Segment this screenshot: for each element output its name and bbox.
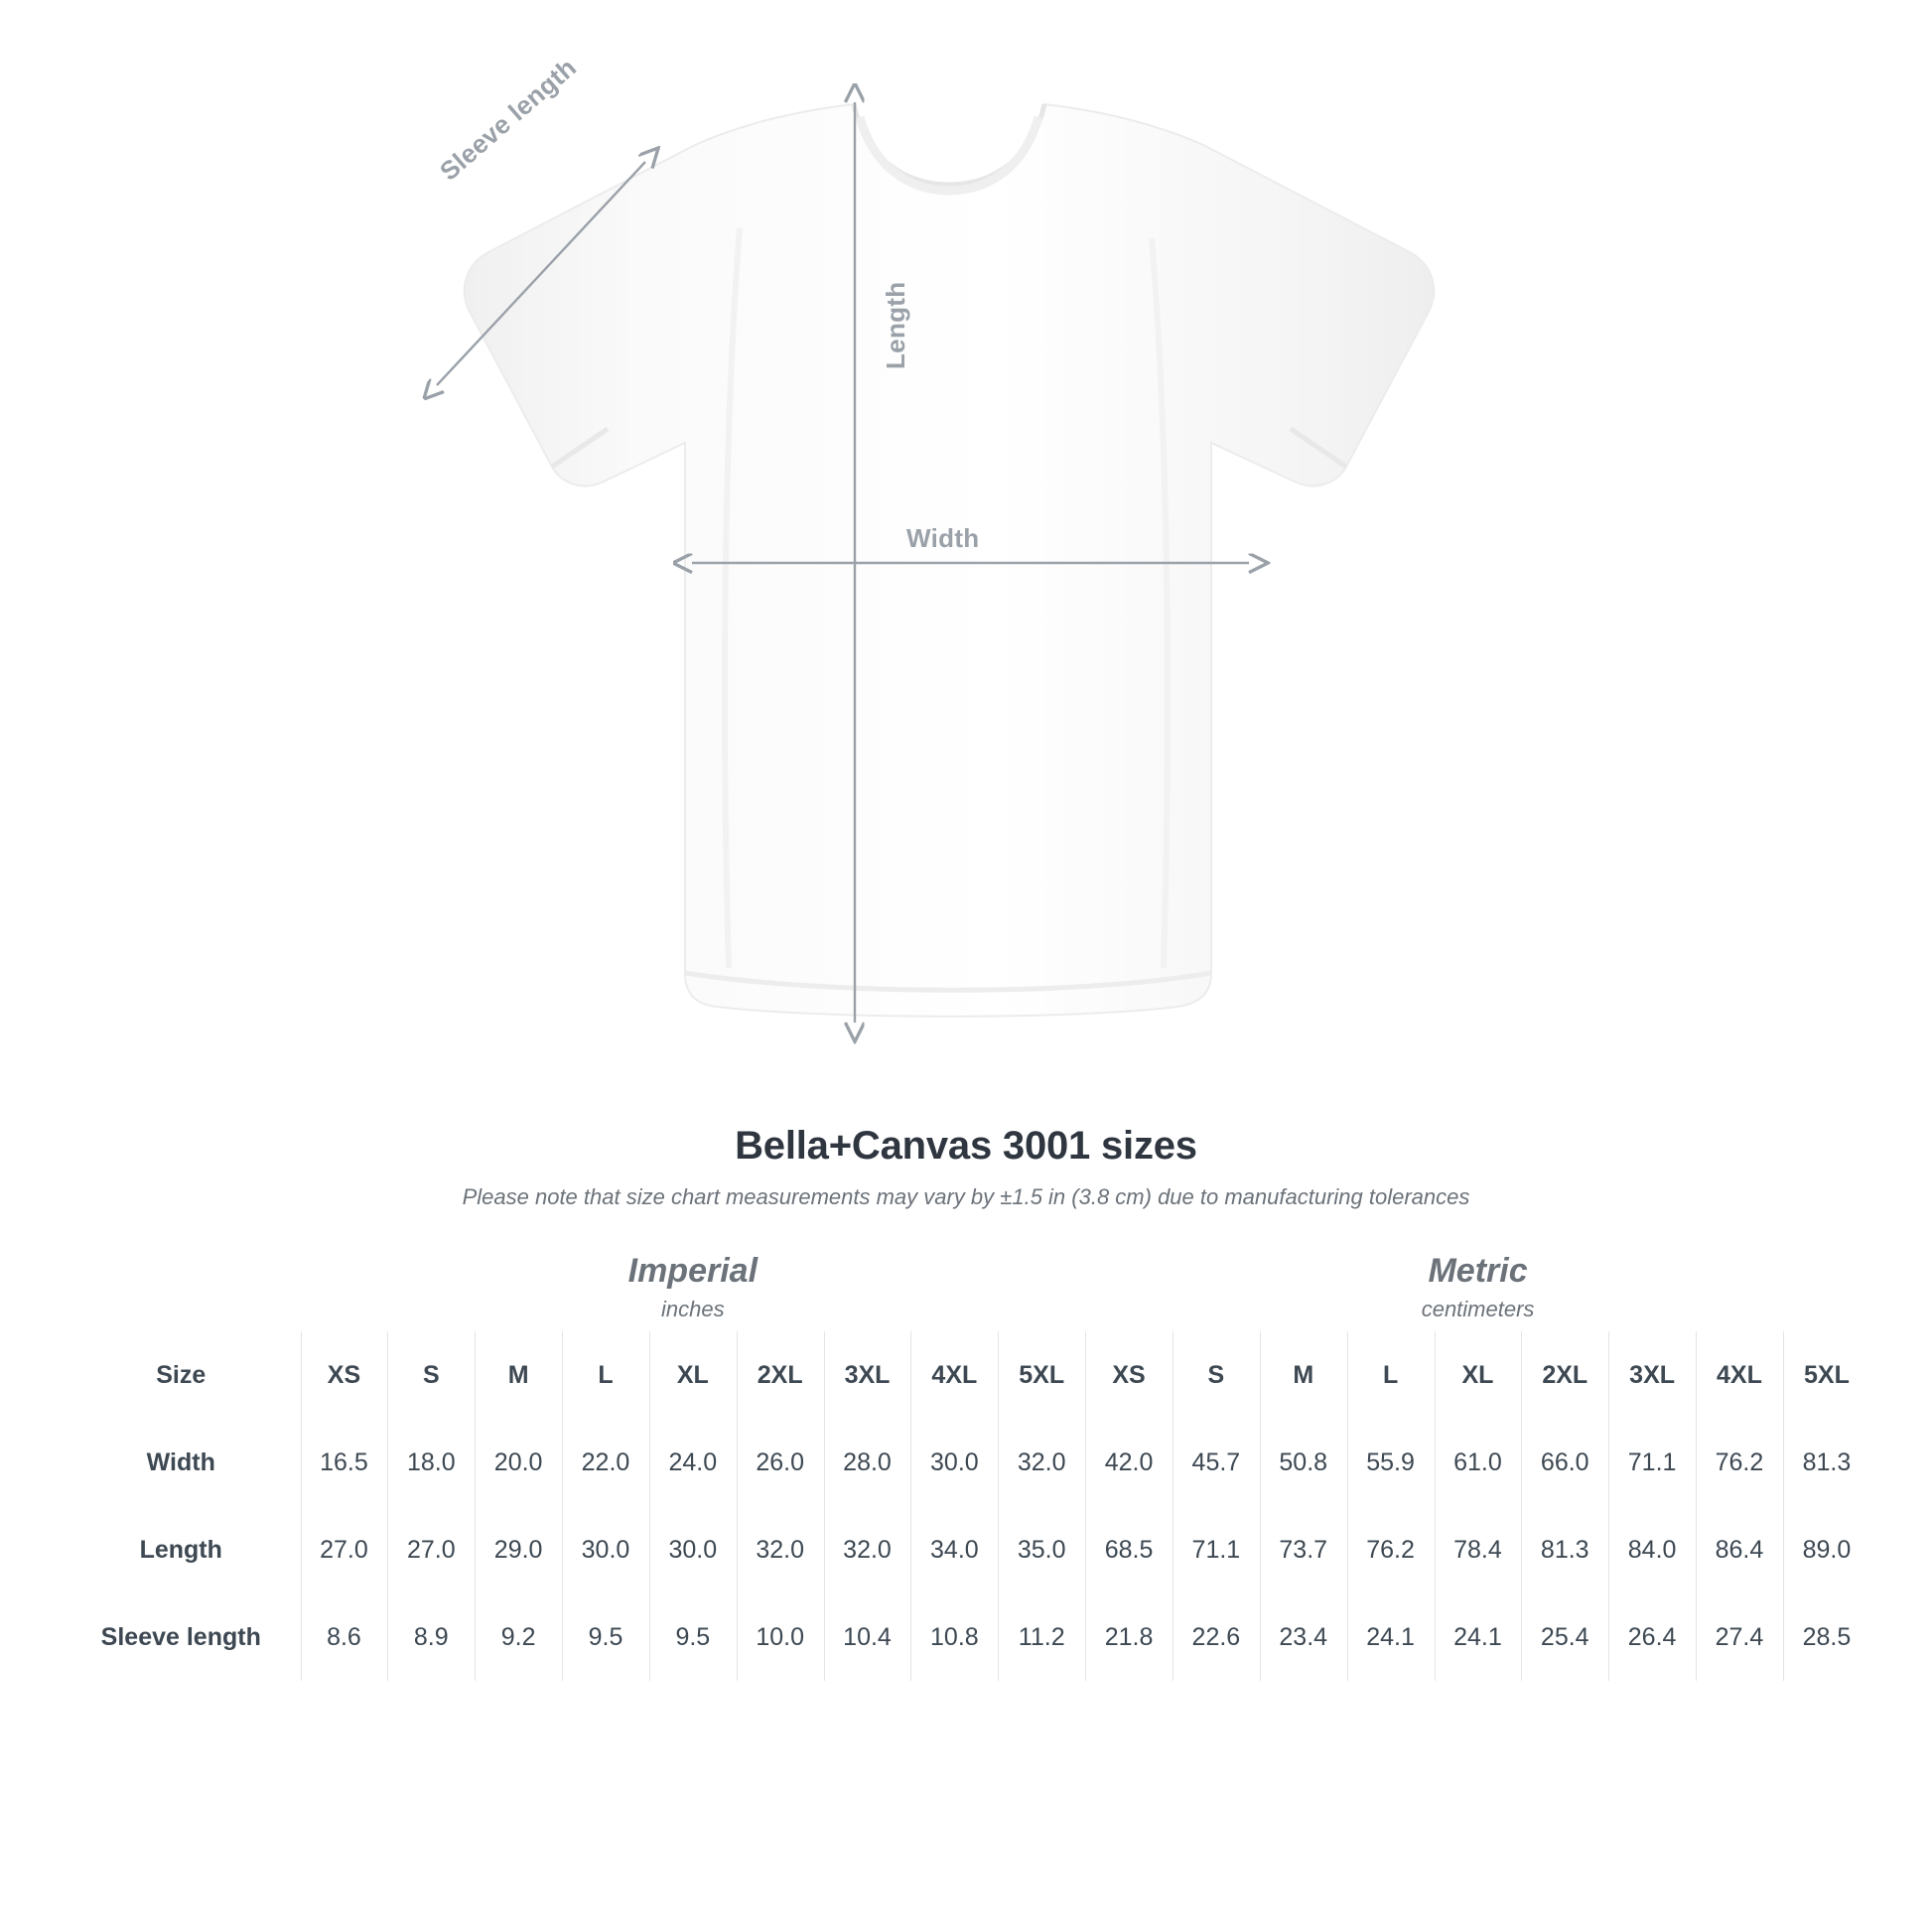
cell-width-metric-l: 55.9 [1347,1419,1435,1506]
size-header-metric-3xl: 3XL [1608,1331,1696,1419]
row-label-width: Width [62,1419,301,1506]
cell-sleeve-imperial-2xl: 10.0 [737,1593,824,1681]
cell-sleeve-metric-s: 22.6 [1173,1593,1260,1681]
cell-sleeve-metric-2xl: 25.4 [1521,1593,1608,1681]
size-header-imperial-4xl: 4XL [910,1331,998,1419]
tshirt-shape [465,104,1435,1017]
cell-width-imperial-4xl: 30.0 [910,1419,998,1506]
cell-width-metric-m: 50.8 [1260,1419,1347,1506]
cell-length-metric-l: 76.2 [1347,1506,1435,1593]
sleeve-length-label: Sleeve length [434,52,583,187]
unit-group-imperial-name: Imperial [627,1252,759,1291]
cell-sleeve-imperial-s: 8.9 [387,1593,475,1681]
size-header-metric-s: S [1173,1331,1260,1419]
cell-width-imperial-l: 22.0 [562,1419,649,1506]
cell-length-imperial-3xl: 32.0 [824,1506,911,1593]
cell-length-metric-xs: 68.5 [1085,1506,1173,1593]
size-header-imperial-m: M [475,1331,562,1419]
size-header-metric-5xl: 5XL [1783,1331,1870,1419]
cell-sleeve-metric-l: 24.1 [1347,1593,1435,1681]
size-header-imperial-3xl: 3XL [824,1331,911,1419]
size-header-metric-xs: XS [1085,1331,1173,1419]
cell-length-imperial-xl: 30.0 [649,1506,737,1593]
table-row [62,1419,1870,1506]
size-header-row [62,1331,1870,1419]
cell-sleeve-imperial-m: 9.2 [475,1593,562,1681]
unit-group-imperial-sub: inches [661,1296,725,1321]
cell-sleeve-imperial-3xl: 10.4 [824,1593,911,1681]
cell-width-metric-s: 45.7 [1173,1419,1260,1506]
cell-length-imperial-m: 29.0 [475,1506,562,1593]
row-label-sleeve-length: Sleeve length [62,1593,301,1681]
cell-width-metric-2xl: 66.0 [1521,1419,1608,1506]
tolerance-note: Please note that size chart measurements may vary by ±1.5 in (3.8 cm) due to manufacturing tolerances [462,1184,1470,1209]
unit-row-corner [62,1244,301,1331]
size-header-imperial-xl: XL [649,1331,737,1419]
cell-sleeve-imperial-4xl: 10.8 [910,1593,998,1681]
cell-width-imperial-s: 18.0 [387,1419,475,1506]
cell-width-imperial-2xl: 26.0 [737,1419,824,1506]
cell-length-metric-2xl: 81.3 [1521,1506,1608,1593]
size-header-imperial-xs: XS [301,1331,388,1419]
row-label-length: Length [62,1506,301,1593]
size-header-metric-m: M [1260,1331,1347,1419]
cell-length-metric-5xl: 89.0 [1783,1506,1870,1593]
cell-width-metric-5xl: 81.3 [1783,1419,1870,1506]
size-header-imperial-l: L [562,1331,649,1419]
cell-length-imperial-l: 30.0 [562,1506,649,1593]
size-table [62,1244,1870,1681]
size-header-metric-4xl: 4XL [1696,1331,1783,1419]
cell-sleeve-metric-xl: 24.1 [1435,1593,1522,1681]
size-header-imperial-5xl: 5XL [998,1331,1085,1419]
cell-sleeve-metric-4xl: 27.4 [1696,1593,1783,1681]
length-label: Length [881,281,910,369]
table-row [62,1506,1870,1593]
cell-length-imperial-s: 27.0 [387,1506,475,1593]
cell-width-metric-xs: 42.0 [1085,1419,1173,1506]
size-table-wrapper [62,1244,1870,1681]
cell-sleeve-metric-xs: 21.8 [1085,1593,1173,1681]
cell-width-metric-xl: 61.0 [1435,1419,1522,1506]
cell-width-imperial-5xl: 32.0 [998,1419,1085,1506]
unit-group-metric-sub: centimeters [1421,1296,1535,1321]
cell-width-imperial-xl: 24.0 [649,1419,737,1506]
cell-length-metric-m: 73.7 [1260,1506,1347,1593]
size-header-metric-2xl: 2XL [1521,1331,1608,1419]
cell-width-imperial-xs: 16.5 [301,1419,388,1506]
unit-group-metric-name: Metric [1428,1252,1528,1291]
cell-length-metric-4xl: 86.4 [1696,1506,1783,1593]
cell-length-metric-xl: 78.4 [1435,1506,1522,1593]
cell-length-metric-3xl: 84.0 [1608,1506,1696,1593]
cell-sleeve-metric-5xl: 28.5 [1783,1593,1870,1681]
size-header-metric-l: L [1347,1331,1435,1419]
cell-width-metric-4xl: 76.2 [1696,1419,1783,1506]
size-header-imperial-s: S [387,1331,475,1419]
unit-group-metric [1085,1244,1870,1331]
cell-sleeve-metric-3xl: 26.4 [1608,1593,1696,1681]
title-block [0,1124,1932,1210]
cell-sleeve-metric-m: 23.4 [1260,1593,1347,1681]
size-header-metric-xl: XL [1435,1331,1522,1419]
unit-header-row [62,1244,1870,1331]
cell-sleeve-imperial-l: 9.5 [562,1593,649,1681]
cell-width-metric-3xl: 71.1 [1608,1419,1696,1506]
size-header-imperial-2xl: 2XL [737,1331,824,1419]
width-label: Width [906,523,980,553]
cell-sleeve-imperial-5xl: 11.2 [998,1593,1085,1681]
cell-length-imperial-2xl: 32.0 [737,1506,824,1593]
cell-length-imperial-4xl: 34.0 [910,1506,998,1593]
table-row [62,1593,1870,1681]
cell-sleeve-imperial-xs: 8.6 [301,1593,388,1681]
page-title: Bella+Canvas 3001 sizes [735,1124,1197,1168]
cell-length-metric-s: 71.1 [1173,1506,1260,1593]
size-header-label: Size [62,1331,301,1419]
cell-length-imperial-xs: 27.0 [301,1506,388,1593]
cell-width-imperial-m: 20.0 [475,1419,562,1506]
cell-sleeve-imperial-xl: 9.5 [649,1593,737,1681]
cell-length-imperial-5xl: 35.0 [998,1506,1085,1593]
unit-group-imperial [301,1244,1086,1331]
cell-width-imperial-3xl: 28.0 [824,1419,911,1506]
